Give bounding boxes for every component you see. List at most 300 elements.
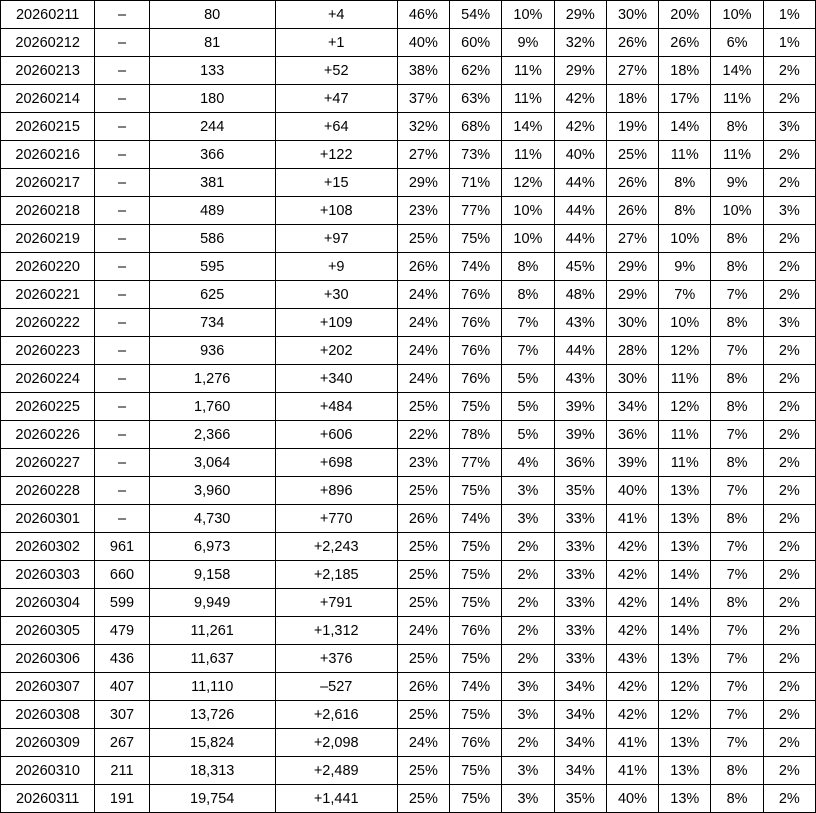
cell-percent-2: 68% xyxy=(450,113,502,141)
cell-percent-4: 45% xyxy=(554,253,606,281)
table-row xyxy=(1,29,816,57)
cell-total: 625 xyxy=(149,281,275,309)
cell-total: 80 xyxy=(149,1,275,29)
cell-percent-8: 2% xyxy=(763,85,815,113)
cell-percent-8: 2% xyxy=(763,673,815,701)
cell-delta: +64 xyxy=(275,113,397,141)
cell-date: 20260223 xyxy=(1,337,95,365)
cell-total: 13,726 xyxy=(149,701,275,729)
cell-percent-4: 33% xyxy=(554,617,606,645)
cell-delta: +2,185 xyxy=(275,561,397,589)
table-row xyxy=(1,197,816,225)
cell-date: 20260219 xyxy=(1,225,95,253)
table-row xyxy=(1,169,816,197)
cell-percent-4: 43% xyxy=(554,309,606,337)
cell-percent-8: 2% xyxy=(763,421,815,449)
cell-percent-2: 76% xyxy=(450,309,502,337)
cell-date: 20260214 xyxy=(1,85,95,113)
cell-percent-4: 42% xyxy=(554,113,606,141)
cell-percent-2: 75% xyxy=(450,757,502,785)
cell-percent-6: 9% xyxy=(659,253,711,281)
table-row xyxy=(1,57,816,85)
cell-percent-5: 42% xyxy=(606,673,658,701)
cell-percent-8: 2% xyxy=(763,253,815,281)
cell-percent-3: 11% xyxy=(502,57,554,85)
cell-percent-2: 62% xyxy=(450,57,502,85)
cell-percent-1: 25% xyxy=(397,589,449,617)
cell-percent-8: 2% xyxy=(763,141,815,169)
cell-delta: +896 xyxy=(275,477,397,505)
cell-percent-6: 13% xyxy=(659,757,711,785)
table-row xyxy=(1,757,816,785)
cell-percent-7: 14% xyxy=(711,57,763,85)
cell-percent-4: 35% xyxy=(554,785,606,813)
cell-total: 15,824 xyxy=(149,729,275,757)
cell-percent-6: 7% xyxy=(659,281,711,309)
cell-new: 191 xyxy=(95,785,149,813)
cell-new: 660 xyxy=(95,561,149,589)
cell-percent-7: 7% xyxy=(711,617,763,645)
table-row xyxy=(1,421,816,449)
cell-percent-1: 29% xyxy=(397,169,449,197)
cell-percent-1: 25% xyxy=(397,533,449,561)
cell-percent-7: 10% xyxy=(711,197,763,225)
cell-percent-8: 3% xyxy=(763,113,815,141)
cell-delta: –527 xyxy=(275,673,397,701)
cell-percent-4: 44% xyxy=(554,337,606,365)
cell-percent-4: 34% xyxy=(554,757,606,785)
cell-percent-7: 8% xyxy=(711,449,763,477)
cell-percent-5: 26% xyxy=(606,29,658,57)
cell-delta: +108 xyxy=(275,197,397,225)
cell-date: 20260302 xyxy=(1,533,95,561)
cell-percent-6: 14% xyxy=(659,589,711,617)
table-row xyxy=(1,561,816,589)
cell-percent-1: 24% xyxy=(397,617,449,645)
table-row xyxy=(1,393,816,421)
cell-percent-4: 34% xyxy=(554,729,606,757)
table-row xyxy=(1,505,816,533)
cell-total: 2,366 xyxy=(149,421,275,449)
cell-percent-5: 34% xyxy=(606,393,658,421)
cell-date: 20260212 xyxy=(1,29,95,57)
cell-percent-7: 8% xyxy=(711,589,763,617)
cell-date: 20260215 xyxy=(1,113,95,141)
cell-percent-7: 7% xyxy=(711,477,763,505)
cell-percent-5: 29% xyxy=(606,281,658,309)
cell-percent-6: 8% xyxy=(659,169,711,197)
cell-percent-1: 22% xyxy=(397,421,449,449)
cell-new: 479 xyxy=(95,617,149,645)
cell-delta: +9 xyxy=(275,253,397,281)
cell-delta: +122 xyxy=(275,141,397,169)
cell-percent-2: 73% xyxy=(450,141,502,169)
cell-percent-7: 7% xyxy=(711,729,763,757)
cell-delta: +1,312 xyxy=(275,617,397,645)
cell-percent-4: 29% xyxy=(554,57,606,85)
cell-total: 936 xyxy=(149,337,275,365)
cell-percent-3: 2% xyxy=(502,645,554,673)
cell-percent-4: 29% xyxy=(554,1,606,29)
cell-percent-1: 25% xyxy=(397,701,449,729)
cell-percent-1: 23% xyxy=(397,197,449,225)
cell-date: 20260309 xyxy=(1,729,95,757)
cell-percent-6: 8% xyxy=(659,197,711,225)
cell-percent-1: 24% xyxy=(397,337,449,365)
cell-delta: +4 xyxy=(275,1,397,29)
cell-percent-3: 8% xyxy=(502,253,554,281)
cell-percent-6: 12% xyxy=(659,673,711,701)
cell-percent-6: 13% xyxy=(659,729,711,757)
table-row xyxy=(1,337,816,365)
cell-delta: +52 xyxy=(275,57,397,85)
cell-percent-7: 8% xyxy=(711,253,763,281)
table-row xyxy=(1,701,816,729)
cell-percent-6: 13% xyxy=(659,785,711,813)
cell-percent-8: 2% xyxy=(763,617,815,645)
table-row xyxy=(1,365,816,393)
table-row xyxy=(1,85,816,113)
cell-date: 20260211 xyxy=(1,1,95,29)
cell-percent-2: 76% xyxy=(450,365,502,393)
cell-new: – xyxy=(95,225,149,253)
cell-new: 211 xyxy=(95,757,149,785)
cell-total: 9,949 xyxy=(149,589,275,617)
cell-new: 407 xyxy=(95,673,149,701)
cell-percent-7: 11% xyxy=(711,85,763,113)
cell-percent-3: 3% xyxy=(502,477,554,505)
cell-percent-6: 13% xyxy=(659,505,711,533)
cell-percent-5: 41% xyxy=(606,505,658,533)
cell-date: 20260307 xyxy=(1,673,95,701)
cell-percent-5: 27% xyxy=(606,57,658,85)
cell-percent-8: 2% xyxy=(763,337,815,365)
cell-delta: +484 xyxy=(275,393,397,421)
cell-date: 20260228 xyxy=(1,477,95,505)
cell-percent-1: 24% xyxy=(397,281,449,309)
cell-date: 20260220 xyxy=(1,253,95,281)
cell-percent-7: 9% xyxy=(711,169,763,197)
cell-date: 20260221 xyxy=(1,281,95,309)
cell-percent-2: 76% xyxy=(450,281,502,309)
cell-percent-8: 2% xyxy=(763,365,815,393)
cell-date: 20260227 xyxy=(1,449,95,477)
cell-percent-5: 25% xyxy=(606,141,658,169)
cell-percent-7: 8% xyxy=(711,757,763,785)
cell-percent-8: 1% xyxy=(763,1,815,29)
cell-percent-6: 11% xyxy=(659,421,711,449)
cell-total: 4,730 xyxy=(149,505,275,533)
table-row xyxy=(1,253,816,281)
cell-percent-8: 2% xyxy=(763,169,815,197)
table-row xyxy=(1,113,816,141)
cell-percent-2: 63% xyxy=(450,85,502,113)
cell-percent-1: 32% xyxy=(397,113,449,141)
table-row xyxy=(1,729,816,757)
cell-percent-5: 30% xyxy=(606,1,658,29)
cell-percent-3: 2% xyxy=(502,729,554,757)
table-row xyxy=(1,785,816,813)
cell-percent-7: 7% xyxy=(711,673,763,701)
cell-percent-3: 2% xyxy=(502,561,554,589)
cell-total: 595 xyxy=(149,253,275,281)
cell-date: 20260305 xyxy=(1,617,95,645)
cell-percent-2: 75% xyxy=(450,533,502,561)
cell-percent-2: 76% xyxy=(450,337,502,365)
cell-percent-2: 77% xyxy=(450,449,502,477)
cell-new: – xyxy=(95,197,149,225)
cell-new: – xyxy=(95,337,149,365)
cell-delta: +2,098 xyxy=(275,729,397,757)
cell-percent-1: 25% xyxy=(397,225,449,253)
cell-delta: +1 xyxy=(275,29,397,57)
cell-percent-6: 13% xyxy=(659,533,711,561)
cell-percent-7: 8% xyxy=(711,309,763,337)
cell-total: 133 xyxy=(149,57,275,85)
cell-date: 20260222 xyxy=(1,309,95,337)
cell-new: – xyxy=(95,505,149,533)
cell-percent-4: 32% xyxy=(554,29,606,57)
cell-percent-3: 10% xyxy=(502,225,554,253)
cell-percent-8: 2% xyxy=(763,449,815,477)
cell-percent-6: 12% xyxy=(659,393,711,421)
cell-total: 244 xyxy=(149,113,275,141)
cell-date: 20260218 xyxy=(1,197,95,225)
cell-delta: +606 xyxy=(275,421,397,449)
cell-percent-4: 33% xyxy=(554,505,606,533)
cell-new: 961 xyxy=(95,533,149,561)
cell-percent-5: 19% xyxy=(606,113,658,141)
cell-percent-7: 7% xyxy=(711,701,763,729)
table-row xyxy=(1,673,816,701)
cell-percent-3: 5% xyxy=(502,365,554,393)
cell-percent-7: 8% xyxy=(711,365,763,393)
cell-percent-8: 2% xyxy=(763,785,815,813)
cell-percent-1: 26% xyxy=(397,505,449,533)
cell-date: 20260308 xyxy=(1,701,95,729)
cell-percent-1: 27% xyxy=(397,141,449,169)
cell-delta: +2,489 xyxy=(275,757,397,785)
cell-percent-3: 9% xyxy=(502,29,554,57)
cell-total: 11,110 xyxy=(149,673,275,701)
cell-percent-4: 42% xyxy=(554,85,606,113)
cell-percent-8: 2% xyxy=(763,505,815,533)
cell-percent-4: 34% xyxy=(554,701,606,729)
cell-percent-8: 2% xyxy=(763,645,815,673)
cell-percent-3: 10% xyxy=(502,1,554,29)
cell-delta: +109 xyxy=(275,309,397,337)
cell-total: 19,754 xyxy=(149,785,275,813)
cell-percent-8: 2% xyxy=(763,561,815,589)
cell-percent-2: 76% xyxy=(450,729,502,757)
cell-total: 734 xyxy=(149,309,275,337)
cell-new: – xyxy=(95,421,149,449)
cell-percent-5: 40% xyxy=(606,477,658,505)
cell-percent-6: 11% xyxy=(659,365,711,393)
cell-total: 6,973 xyxy=(149,533,275,561)
cell-delta: +202 xyxy=(275,337,397,365)
cell-percent-3: 7% xyxy=(502,337,554,365)
cell-percent-1: 37% xyxy=(397,85,449,113)
cell-percent-5: 41% xyxy=(606,757,658,785)
cell-percent-5: 42% xyxy=(606,533,658,561)
cell-percent-6: 10% xyxy=(659,225,711,253)
cell-percent-6: 13% xyxy=(659,645,711,673)
cell-new: – xyxy=(95,57,149,85)
cell-new: – xyxy=(95,85,149,113)
cell-percent-2: 78% xyxy=(450,421,502,449)
cell-new: – xyxy=(95,281,149,309)
cell-percent-8: 2% xyxy=(763,757,815,785)
cell-percent-1: 38% xyxy=(397,57,449,85)
cell-percent-3: 5% xyxy=(502,393,554,421)
cell-percent-4: 33% xyxy=(554,589,606,617)
cell-new: – xyxy=(95,29,149,57)
cell-percent-7: 7% xyxy=(711,337,763,365)
cell-delta: +770 xyxy=(275,505,397,533)
table-row xyxy=(1,589,816,617)
cell-percent-3: 14% xyxy=(502,113,554,141)
cell-total: 9,158 xyxy=(149,561,275,589)
cell-percent-1: 24% xyxy=(397,309,449,337)
cell-percent-4: 40% xyxy=(554,141,606,169)
cell-percent-6: 20% xyxy=(659,1,711,29)
cell-total: 1,276 xyxy=(149,365,275,393)
cell-percent-4: 48% xyxy=(554,281,606,309)
cell-total: 81 xyxy=(149,29,275,57)
cell-percent-7: 7% xyxy=(711,421,763,449)
cell-total: 11,261 xyxy=(149,617,275,645)
cell-percent-5: 39% xyxy=(606,449,658,477)
cell-percent-2: 75% xyxy=(450,561,502,589)
cell-percent-1: 26% xyxy=(397,673,449,701)
cell-percent-2: 75% xyxy=(450,477,502,505)
cell-percent-3: 3% xyxy=(502,757,554,785)
cell-percent-2: 54% xyxy=(450,1,502,29)
cell-percent-3: 11% xyxy=(502,85,554,113)
cell-percent-6: 10% xyxy=(659,309,711,337)
cell-percent-8: 2% xyxy=(763,393,815,421)
cell-percent-1: 25% xyxy=(397,757,449,785)
cell-percent-8: 2% xyxy=(763,225,815,253)
cell-percent-2: 74% xyxy=(450,253,502,281)
cell-percent-7: 7% xyxy=(711,281,763,309)
cell-percent-7: 7% xyxy=(711,645,763,673)
cell-delta: +47 xyxy=(275,85,397,113)
cell-percent-3: 2% xyxy=(502,617,554,645)
cell-percent-7: 8% xyxy=(711,113,763,141)
cell-percent-6: 14% xyxy=(659,561,711,589)
cell-percent-4: 43% xyxy=(554,365,606,393)
cell-total: 3,064 xyxy=(149,449,275,477)
cell-percent-8: 2% xyxy=(763,533,815,561)
cell-percent-5: 41% xyxy=(606,729,658,757)
cell-percent-5: 29% xyxy=(606,253,658,281)
cell-new: 599 xyxy=(95,589,149,617)
cell-percent-3: 7% xyxy=(502,309,554,337)
cell-delta: +2,243 xyxy=(275,533,397,561)
cell-percent-8: 2% xyxy=(763,281,815,309)
table-row xyxy=(1,449,816,477)
table-row xyxy=(1,309,816,337)
cell-percent-1: 40% xyxy=(397,29,449,57)
table-row xyxy=(1,645,816,673)
cell-percent-7: 8% xyxy=(711,225,763,253)
cell-percent-1: 25% xyxy=(397,645,449,673)
cell-new: – xyxy=(95,1,149,29)
cell-percent-4: 33% xyxy=(554,561,606,589)
cell-delta: +97 xyxy=(275,225,397,253)
cell-percent-1: 25% xyxy=(397,561,449,589)
cell-date: 20260224 xyxy=(1,365,95,393)
cell-percent-1: 24% xyxy=(397,365,449,393)
cell-percent-5: 30% xyxy=(606,309,658,337)
cell-delta: +340 xyxy=(275,365,397,393)
cell-percent-7: 8% xyxy=(711,393,763,421)
cell-percent-4: 34% xyxy=(554,673,606,701)
cell-delta: +698 xyxy=(275,449,397,477)
cell-date: 20260216 xyxy=(1,141,95,169)
cell-percent-4: 44% xyxy=(554,169,606,197)
cell-percent-5: 26% xyxy=(606,169,658,197)
cell-percent-8: 2% xyxy=(763,701,815,729)
table-row xyxy=(1,617,816,645)
cell-percent-6: 11% xyxy=(659,449,711,477)
cell-total: 586 xyxy=(149,225,275,253)
cell-percent-3: 5% xyxy=(502,421,554,449)
cell-percent-2: 76% xyxy=(450,617,502,645)
cell-percent-6: 14% xyxy=(659,617,711,645)
cell-new: – xyxy=(95,365,149,393)
table-row xyxy=(1,225,816,253)
cell-percent-2: 77% xyxy=(450,197,502,225)
cell-total: 366 xyxy=(149,141,275,169)
cell-new: – xyxy=(95,393,149,421)
cell-total: 18,313 xyxy=(149,757,275,785)
cell-percent-5: 43% xyxy=(606,645,658,673)
cell-date: 20260310 xyxy=(1,757,95,785)
cell-delta: +376 xyxy=(275,645,397,673)
cell-percent-3: 3% xyxy=(502,673,554,701)
cell-delta: +791 xyxy=(275,589,397,617)
cell-percent-8: 3% xyxy=(763,309,815,337)
cell-total: 1,760 xyxy=(149,393,275,421)
cell-percent-7: 6% xyxy=(711,29,763,57)
cell-date: 20260225 xyxy=(1,393,95,421)
cell-percent-7: 8% xyxy=(711,505,763,533)
cell-percent-8: 3% xyxy=(763,197,815,225)
cell-date: 20260226 xyxy=(1,421,95,449)
cell-percent-5: 42% xyxy=(606,701,658,729)
cell-percent-3: 2% xyxy=(502,533,554,561)
cell-percent-5: 18% xyxy=(606,85,658,113)
cell-percent-2: 74% xyxy=(450,673,502,701)
cell-new: – xyxy=(95,449,149,477)
table-row xyxy=(1,477,816,505)
cell-percent-1: 23% xyxy=(397,449,449,477)
cell-percent-6: 26% xyxy=(659,29,711,57)
cell-date: 20260303 xyxy=(1,561,95,589)
cell-percent-6: 13% xyxy=(659,477,711,505)
cell-percent-4: 39% xyxy=(554,421,606,449)
cell-date: 20260306 xyxy=(1,645,95,673)
cell-percent-2: 75% xyxy=(450,645,502,673)
cell-percent-3: 12% xyxy=(502,169,554,197)
cell-percent-5: 42% xyxy=(606,589,658,617)
cell-new: – xyxy=(95,309,149,337)
cell-percent-5: 42% xyxy=(606,561,658,589)
cell-percent-3: 11% xyxy=(502,141,554,169)
